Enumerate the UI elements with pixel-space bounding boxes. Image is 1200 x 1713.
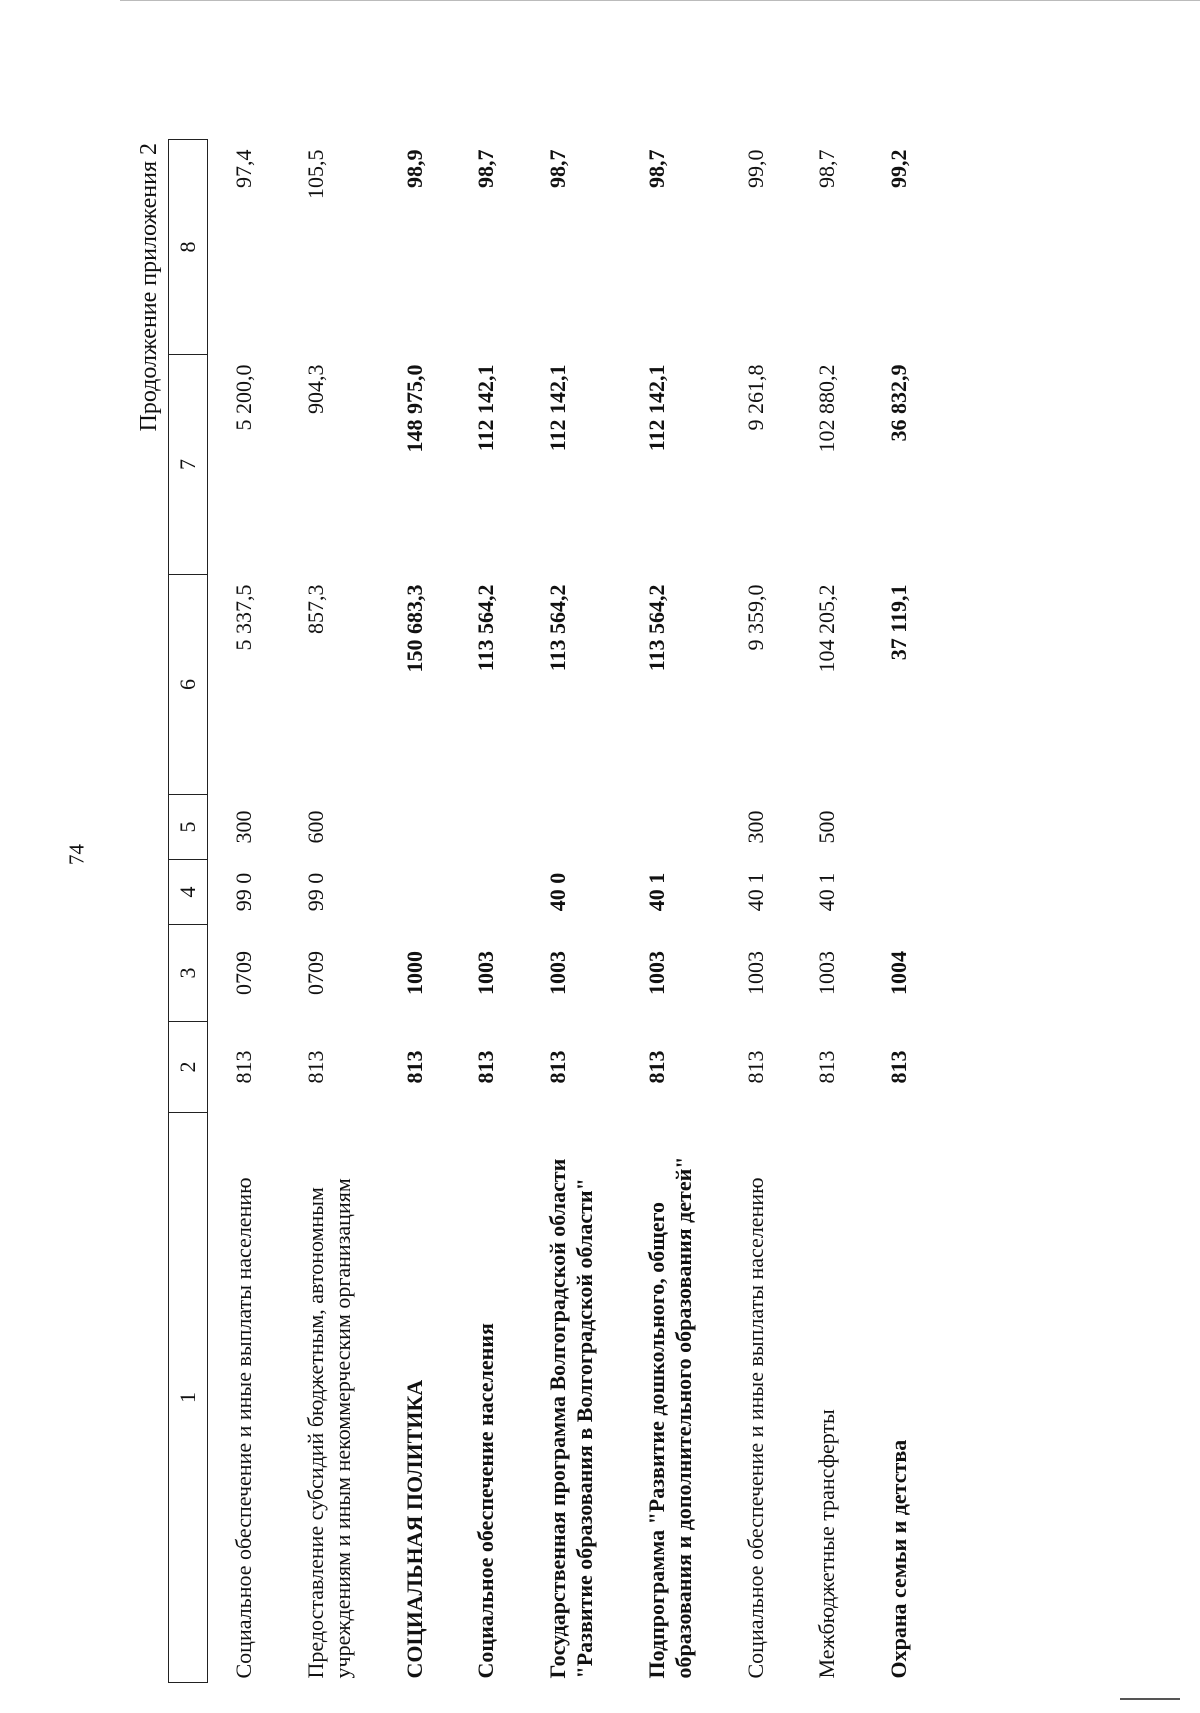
section-code-cell: 1003 (742, 951, 768, 995)
expense-type-cell: 300 (742, 810, 768, 844)
actual-amount-cell: 112 142,1 (643, 364, 669, 452)
table-row (522, 140, 621, 1683)
table-row (621, 140, 720, 1683)
program-code-cell: 99 0 (302, 872, 328, 912)
expense-type-cell: 500 (814, 810, 839, 844)
actual-amount-cell: 112 142,1 (544, 364, 570, 452)
row-name-cell: Социальное обеспечение и иные выплаты населению (742, 1177, 768, 1679)
grbs-code-cell: 813 (544, 1050, 570, 1084)
section-code-cell: 0709 (231, 951, 256, 995)
actual-amount-cell: 102 880,2 (814, 364, 839, 453)
appendix-table (168, 139, 934, 1683)
plan-amount-cell: 857,3 (302, 584, 328, 634)
percent-cell: 105,5 (302, 149, 328, 199)
plan-amount-cell: 37 119,1 (885, 584, 911, 661)
plan-amount-cell: 104 205,2 (814, 584, 839, 673)
rotated-page-content (130, 103, 1200, 1713)
program-code-cell: 99 0 (231, 872, 256, 912)
program-code-cell (863, 860, 935, 925)
row-name-cell: Межбюджетные трансферты (814, 1409, 839, 1679)
actual-amount-cell: 5 200,0 (231, 364, 256, 431)
grbs-code-cell: 813 (885, 1050, 911, 1084)
plan-amount-cell: 113 564,2 (473, 584, 498, 672)
grbs-code-cell: 813 (231, 1050, 256, 1084)
expense-type-cell: 600 (302, 810, 328, 844)
percent-cell: 98,7 (814, 149, 839, 188)
percent-cell: 98,7 (643, 149, 669, 188)
percent-cell: 98,9 (401, 149, 427, 188)
actual-amount-cell: 112 142,1 (473, 364, 498, 452)
appendix-caption: Продолжение приложения 2 (136, 143, 162, 432)
percent-cell: 98,7 (473, 149, 498, 188)
column-header: 6 (169, 575, 208, 795)
actual-amount-cell: 148 975,0 (401, 364, 427, 453)
plan-amount-cell: 113 564,2 (544, 584, 570, 672)
section-code-cell: 1003 (643, 951, 669, 995)
column-header: 7 (169, 355, 208, 575)
program-code-cell (450, 860, 522, 925)
row-name-cell: Государственная программа Волгоградской области "Развитие образования в Волгоградской области" (544, 1158, 597, 1679)
expense-type-cell (863, 795, 935, 860)
grbs-code-cell: 813 (401, 1050, 427, 1084)
expense-type-cell (379, 795, 451, 860)
row-name-cell: Социальное обеспечение населения (473, 1323, 498, 1679)
page-number: 74 (64, 844, 89, 865)
row-name-cell: Подпрограмма "Развитие дошкольного, общего образования и дополнительного образования детей" (643, 1156, 696, 1679)
table-row (863, 140, 935, 1683)
section-code-cell: 1004 (885, 951, 911, 995)
table-row (720, 140, 792, 1683)
percent-cell: 98,7 (544, 149, 570, 188)
column-header: 8 (169, 140, 208, 355)
column-header: 3 (169, 925, 208, 1022)
section-code-cell: 1000 (401, 951, 427, 995)
expense-type-cell (621, 795, 720, 860)
row-name-cell: Социальное обеспечение и иные выплаты населению (231, 1177, 256, 1679)
column-header: 4 (169, 860, 208, 925)
table-row (450, 140, 522, 1683)
program-code-cell: 40 1 (814, 872, 839, 912)
scan-artifact (120, 0, 1200, 1)
expense-type-cell (450, 795, 522, 860)
row-name-cell: СОЦИАЛЬНАЯ ПОЛИТИКА (401, 1379, 427, 1679)
table-row (280, 140, 379, 1683)
actual-amount-cell: 904,3 (302, 364, 328, 414)
grbs-code-cell: 813 (473, 1050, 498, 1084)
plan-amount-cell: 150 683,3 (401, 584, 427, 673)
percent-cell: 97,4 (231, 149, 256, 188)
program-code-cell: 40 0 (544, 872, 570, 912)
grbs-code-cell: 813 (742, 1050, 768, 1084)
row-name-cell: Предоставление субсидий бюджетным, автономным учреждениям и иным некоммерческим организациям (302, 1178, 355, 1679)
section-code-cell: 1003 (544, 951, 570, 995)
plan-amount-cell: 5 337,5 (231, 584, 256, 651)
section-code-cell: 0709 (302, 951, 328, 995)
table-row (208, 140, 280, 1683)
table-row (379, 140, 451, 1683)
program-code-cell: 40 1 (742, 872, 768, 912)
grbs-code-cell: 813 (643, 1050, 669, 1084)
column-header: 1 (169, 1113, 208, 1683)
plan-amount-cell: 9 359,0 (742, 584, 768, 651)
section-code-cell: 1003 (473, 951, 498, 995)
grbs-code-cell: 813 (302, 1050, 328, 1084)
program-code-cell: 40 1 (643, 872, 669, 912)
row-name-cell: Охрана семьи и детства (885, 1439, 911, 1679)
plan-amount-cell: 113 564,2 (643, 584, 669, 672)
column-header: 5 (169, 795, 208, 860)
program-code-cell (379, 860, 451, 925)
section-code-cell: 1003 (814, 951, 839, 995)
percent-cell: 99,2 (885, 149, 911, 188)
percent-cell: 99,0 (742, 149, 768, 188)
table-header-row (169, 140, 208, 1683)
table-row (791, 140, 863, 1683)
expense-type-cell (522, 795, 621, 860)
grbs-code-cell: 813 (814, 1050, 839, 1084)
expense-type-cell: 300 (231, 810, 256, 844)
actual-amount-cell: 36 832,9 (885, 364, 911, 442)
actual-amount-cell: 9 261,8 (742, 364, 768, 431)
column-header: 2 (169, 1022, 208, 1113)
